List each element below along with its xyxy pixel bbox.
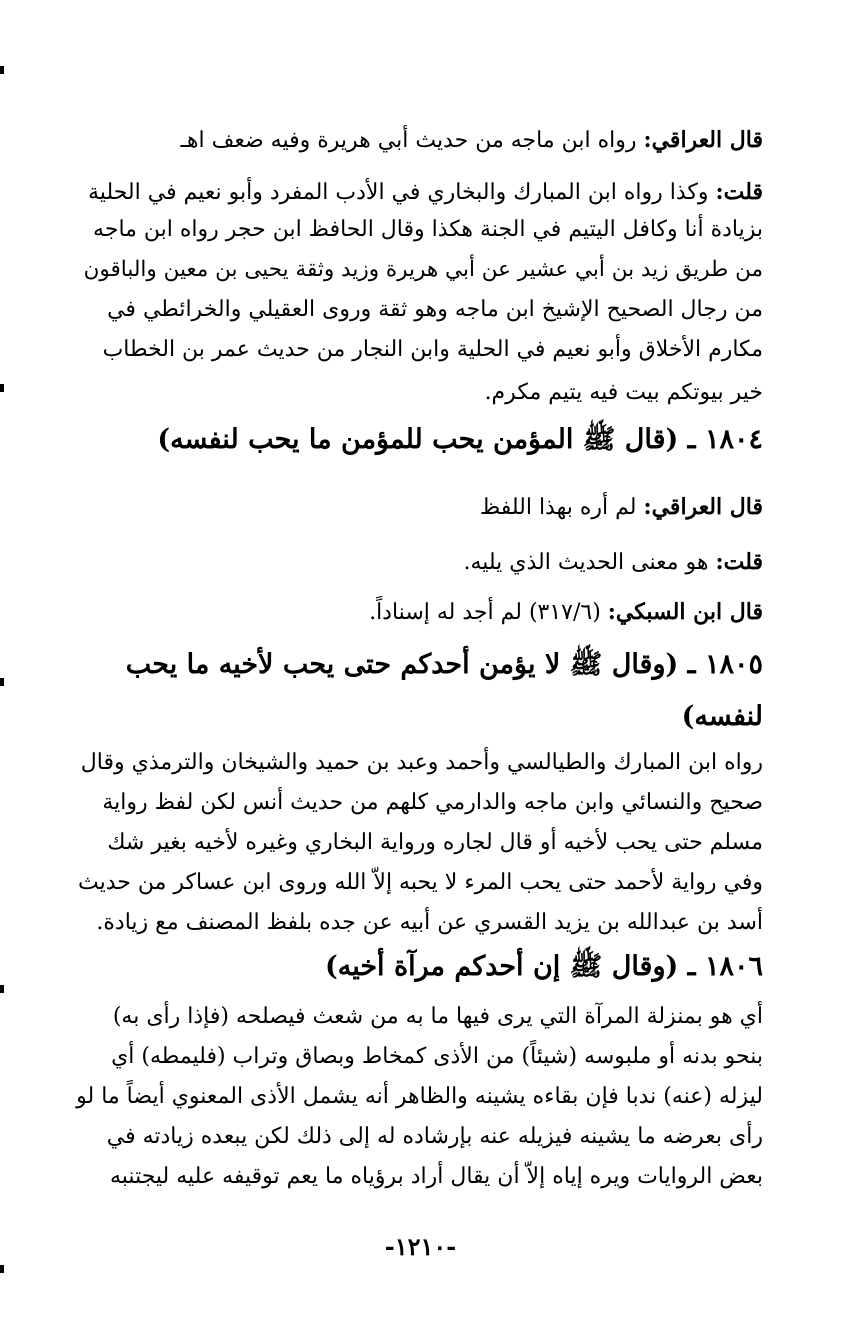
heading-1804 xyxy=(157,425,763,455)
line-1 xyxy=(180,125,763,156)
line-text: ١٨٠٤ ـ (قال ﷺ المؤمن يحب للمؤمن ما يحب لنفسه) xyxy=(157,424,763,455)
heading-1806 xyxy=(325,952,763,982)
line-text: ١٨٠٦ ـ (وقال ﷺ إن أحدكم مرآة أخيه) xyxy=(324,951,763,982)
line-text: (٣١٧/٦) لم أجد له إسناداً. xyxy=(369,600,608,625)
line-text: رواه ابن المبارك والطيالسي وأحمد وعبد بن حميد والشيخان والترمذي وقال xyxy=(80,750,763,775)
line-6 xyxy=(103,335,763,365)
scan-edge-mark-5 xyxy=(0,1265,4,1273)
line-9 xyxy=(463,547,763,578)
line-text: هو معنى الحديث الذي يليه. xyxy=(463,550,716,575)
line-11 xyxy=(81,748,763,778)
scan-edge-mark-1 xyxy=(0,66,4,74)
line-text: رواه ابن ماجه من حديث أبي هريرة وفيه ضعف اهـ xyxy=(180,128,644,153)
line-text: بزيادة أنا وكافل اليتيم في الجنة هكذا وقال الحافظ ابن حجر رواه ابن ماجه xyxy=(93,217,763,242)
line-3 xyxy=(93,215,763,245)
line-text: صحيح والنسائي وابن ماجه والدارمي كلهم من حديث أنس لكن لفظ رواية xyxy=(102,790,763,815)
line-text: بنحو بدنه أو ملبوسه (شيئاً) من الأذى كمخاط وبصاق وتراب (فليمطه) أي xyxy=(111,1044,763,1069)
line-label: قلت: xyxy=(715,549,763,575)
line-4 xyxy=(84,255,763,285)
line-label: قال ابن السبكي: xyxy=(607,599,763,625)
heading-1805-cont xyxy=(682,702,763,732)
line-16 xyxy=(113,1002,763,1032)
line-text: وفي رواية لأحمد حتى يحب المرء لا يحبه إلاّ الله وروى ابن عساكر من حديث xyxy=(78,870,763,895)
line-5 xyxy=(107,295,763,325)
line-8 xyxy=(480,492,763,523)
line-18 xyxy=(76,1082,763,1112)
line-text: خير بيوتكم بيت فيه يتيم مكرم. xyxy=(484,380,763,405)
line-2 xyxy=(88,177,763,208)
line-text: وكذا رواه ابن المبارك والبخاري في الأدب المفرد وأبو نعيم في الحلية xyxy=(88,180,716,205)
line-text: أسد بن عبدالله بن يزيد القسري عن أبيه عن جده بلفظ المصنف مع زيادة. xyxy=(96,910,763,935)
line-text: رأى بعرضه ما يشينه فيزيله عنه بإرشاده له إلى ذلك لكن يبعده زيادته في xyxy=(106,1124,763,1149)
page-number: -١٢١٠- xyxy=(384,1232,457,1261)
line-text: مسلم حتى يحب لأخيه أو قال لجاره ورواية البخاري وغيره لأخيه بغير شك xyxy=(107,830,763,855)
scan-edge-mark-4 xyxy=(0,985,4,993)
line-text: من رجال الصحيح الإشيخ ابن ماجه وهو ثقة وروى العقيلي والخرائطي في xyxy=(107,297,763,322)
line-20 xyxy=(110,1162,763,1192)
line-19 xyxy=(107,1122,763,1152)
line-14 xyxy=(78,868,763,898)
line-text: لم أره بهذا اللفظ xyxy=(479,495,644,520)
line-text: ١٨٠٥ ـ (وقال ﷺ لا يؤمن أحدكم حتى يحب لأخيه ما يحب xyxy=(125,649,763,680)
scan-edge-mark-3 xyxy=(0,678,4,686)
line-7 xyxy=(485,378,763,408)
line-13 xyxy=(107,828,763,858)
line-10 xyxy=(369,597,763,628)
line-label: قال العراقي: xyxy=(643,127,763,153)
scan-edge-mark-2 xyxy=(0,384,4,392)
line-text: أي هو بمنزلة المرآة التي يرى فيها ما به من شعث فيصلحه (فإذا رأى به) xyxy=(112,1004,763,1029)
line-text: لنفسه) xyxy=(681,701,763,732)
line-text: مكارم الأخلاق وأبو نعيم في الحلية وابن النجار من حديث عمر بن الخطاب xyxy=(102,337,763,362)
line-text: من طريق زيد بن أبي عشير عن أبي هريرة وزيد وثقة يحيى بن معين والباقون xyxy=(83,257,763,282)
line-label: قلت: xyxy=(715,179,763,205)
heading-1805 xyxy=(126,650,763,680)
line-17 xyxy=(111,1042,763,1072)
line-text: ليزله (عنه) ندبا فإن بقاءه يشينه والظاهر أنه يشمل الأذى المعنوي أيضاً ما لو xyxy=(76,1084,763,1109)
line-15 xyxy=(96,908,763,938)
line-label: قال العراقي: xyxy=(643,494,763,520)
line-12 xyxy=(102,788,763,818)
line-text: بعض الروايات ويره إياه إلاّ أن يقال أراد برؤياه ما يعم توقيفه عليه ليجتنبه xyxy=(110,1164,763,1189)
